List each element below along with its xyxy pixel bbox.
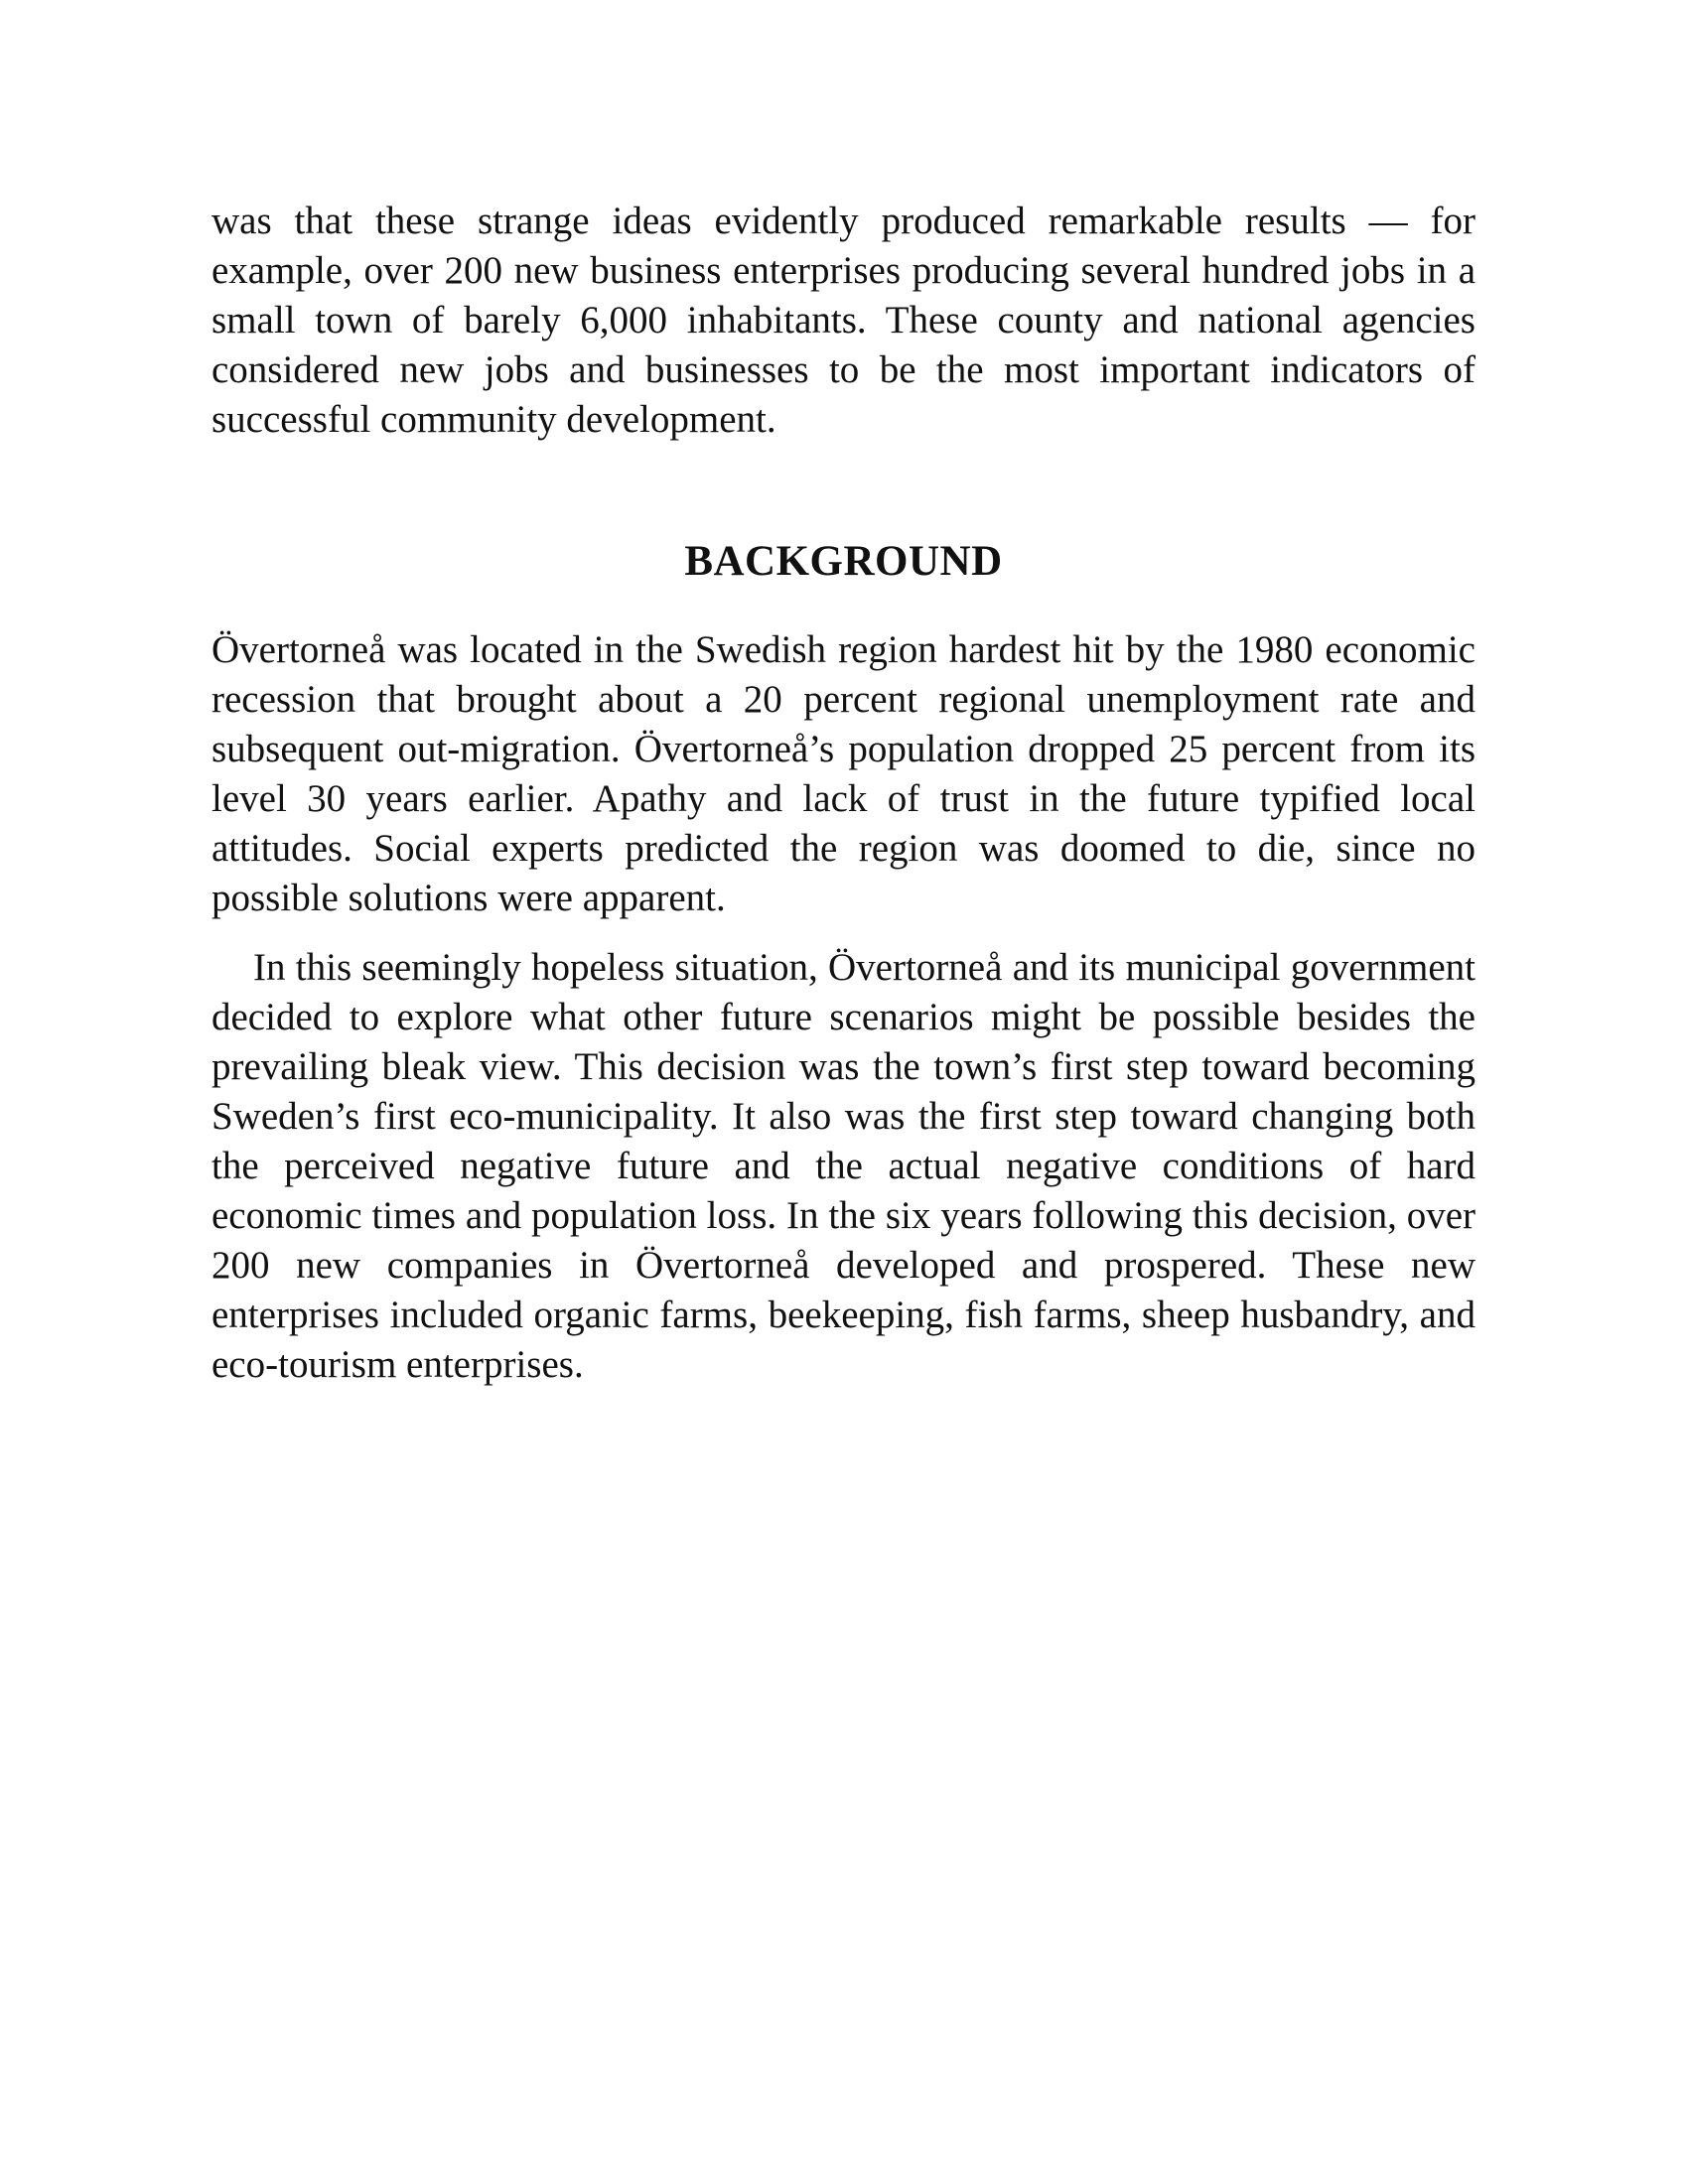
document-page	[211, 197, 1476, 1390]
intro-paragraph: was that these strange ideas evidently produced remarkable results — for example, over 200 new business enterprises producing several hundred jobs in a small town of barely 6,000 inhabitants. These county and national agencies considered new jobs and businesses to be the most important indicators of successful community development.	[211, 200, 1476, 441]
background-paragraph-2: In this seemingly hopeless situation, Övertorneå and its municipal government decided to explore what other future scenarios might be possible besides the prevailing bleak view. This decision was the town’s first step toward becoming Sweden’s first eco-municipality. It also was the first step toward changing both the perceived negative future and the actual negative conditions of hard economic times and population loss. In the six years following this decision, over 200 new companies in Övertorneå developed and prospered. These new enterprises included organic farms, beekeeping, fish farms, sheep husbandry, and eco-tourism enterprises.	[211, 946, 1476, 1386]
section-heading: BACKGROUND	[684, 538, 1003, 585]
background-paragraph-1: Övertorneå was located in the Swedish region hardest hit by the 1980 economic recession that brought about a 20 percent regional unemployment rate and subsequent out-migration. Övertorneå’s population dropped 25 percent from its level 30 years earlier. Apathy and lack of trust in the future typified local attitudes. Social experts predicted the region was doomed to die, since no possible solutions were apparent.	[211, 628, 1476, 919]
